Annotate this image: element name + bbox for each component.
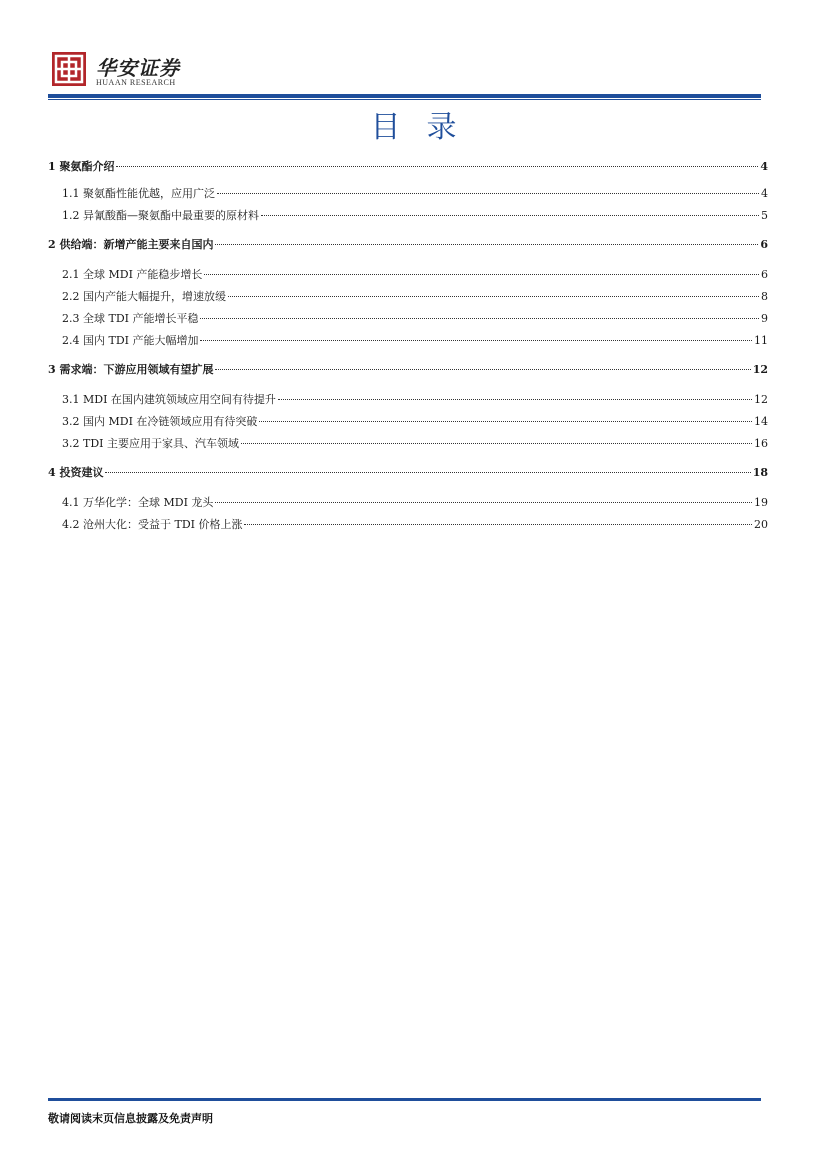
toc-leader [215,243,758,245]
toc-entry[interactable] [48,332,768,348]
toc-entry-text: 3 需求端：下游应用领域有望扩展 [48,363,214,376]
toc-entry-page: 14 [754,415,768,428]
toc-leader [204,273,759,275]
toc-entry[interactable] [48,266,768,282]
toc-entry-page: 4 [761,187,768,200]
toc-entry-page: 12 [752,363,768,376]
page-header [48,48,760,100]
toc-entry[interactable] [48,288,768,304]
toc-entry-page: 18 [752,466,768,479]
header-divider [48,94,761,98]
toc-entry-page: 12 [754,393,768,406]
toc-entry-text: 1.2 异氰酸酯—聚氨酯中最重要的原材料 [62,209,259,222]
toc-entry-page: 9 [761,312,768,325]
brand-name-en: HUAAN RESEARCH [96,78,176,87]
toc-entry[interactable] [48,391,768,407]
toc-entry[interactable] [48,516,768,532]
toc-entry[interactable] [48,464,768,480]
toc-leader [217,192,759,194]
toc-entry[interactable] [48,361,768,377]
brand-name-cn: 华安证券 [96,56,180,80]
toc-entry[interactable] [48,158,768,174]
toc-entry-text: 3.2 国内 MDI 在冷链领域应用有待突破 [62,415,258,428]
toc-entry-text: 4.1 万华化学：全球 MDI 龙头 [62,496,214,509]
toc-leader [105,471,750,473]
toc-entry-text: 4.2 沧州大化：受益于 TDI 价格上涨 [62,518,243,531]
toc-title: 目录 [370,110,483,145]
toc-leader [228,295,759,297]
toc-entry-page: 20 [754,518,768,531]
toc-entry[interactable] [48,236,768,252]
toc-entry-page: 19 [754,496,768,509]
toc-entry[interactable] [48,413,768,429]
toc-leader [261,214,759,216]
toc-entry-text: 2.1 全球 MDI 产能稳步增长 [62,268,203,281]
toc-entry-page: 4 [760,160,768,173]
huaan-logo-icon [52,52,86,86]
toc-leader [241,442,752,444]
toc-leader [215,501,752,503]
toc-leader [200,339,752,341]
toc-leader [200,317,759,319]
footer-disclaimer: 敬请阅读末页信息披露及免责声明 [48,1112,213,1125]
toc-entry-text: 1 聚氨酯介绍 [48,160,115,173]
toc-entry-page: 8 [761,290,768,303]
toc-entry[interactable] [48,435,768,451]
toc-entry-page: 6 [761,268,768,281]
toc-entry[interactable] [48,494,768,510]
toc-entry[interactable] [48,207,768,223]
toc-entry[interactable] [48,310,768,326]
toc-leader [278,398,752,400]
toc-leader [215,368,750,370]
header-divider-thin [48,99,761,100]
toc-entry-page: 5 [761,209,768,222]
toc-entry-text: 2 供给端：新增产能主要来自国内 [48,238,214,251]
toc-entry-text: 4 投资建议 [48,466,104,479]
toc-entry-page: 11 [754,334,768,347]
toc-entry-text: 3.1 MDI 在国内建筑领域应用空间有待提升 [62,393,276,406]
toc-entry-page: 16 [754,437,768,450]
toc-leader [259,420,752,422]
toc-entry-page: 6 [760,238,768,251]
toc-entry[interactable] [48,185,768,201]
toc-entry-text: 2.3 全球 TDI 产能增长平稳 [62,312,199,325]
footer-divider [48,1098,761,1101]
toc-leader [244,523,752,525]
toc-entry-text: 2.2 国内产能大幅提升，增速放缓 [62,290,226,303]
toc-entry-text: 2.4 国内 TDI 产能大幅增加 [62,334,199,347]
toc-entry-text: 1.1 聚氨酯性能优越，应用广泛 [62,187,215,200]
toc-leader [116,165,758,167]
toc-entry-text: 3.2 TDI 主要应用于家具、汽车领域 [62,437,239,450]
